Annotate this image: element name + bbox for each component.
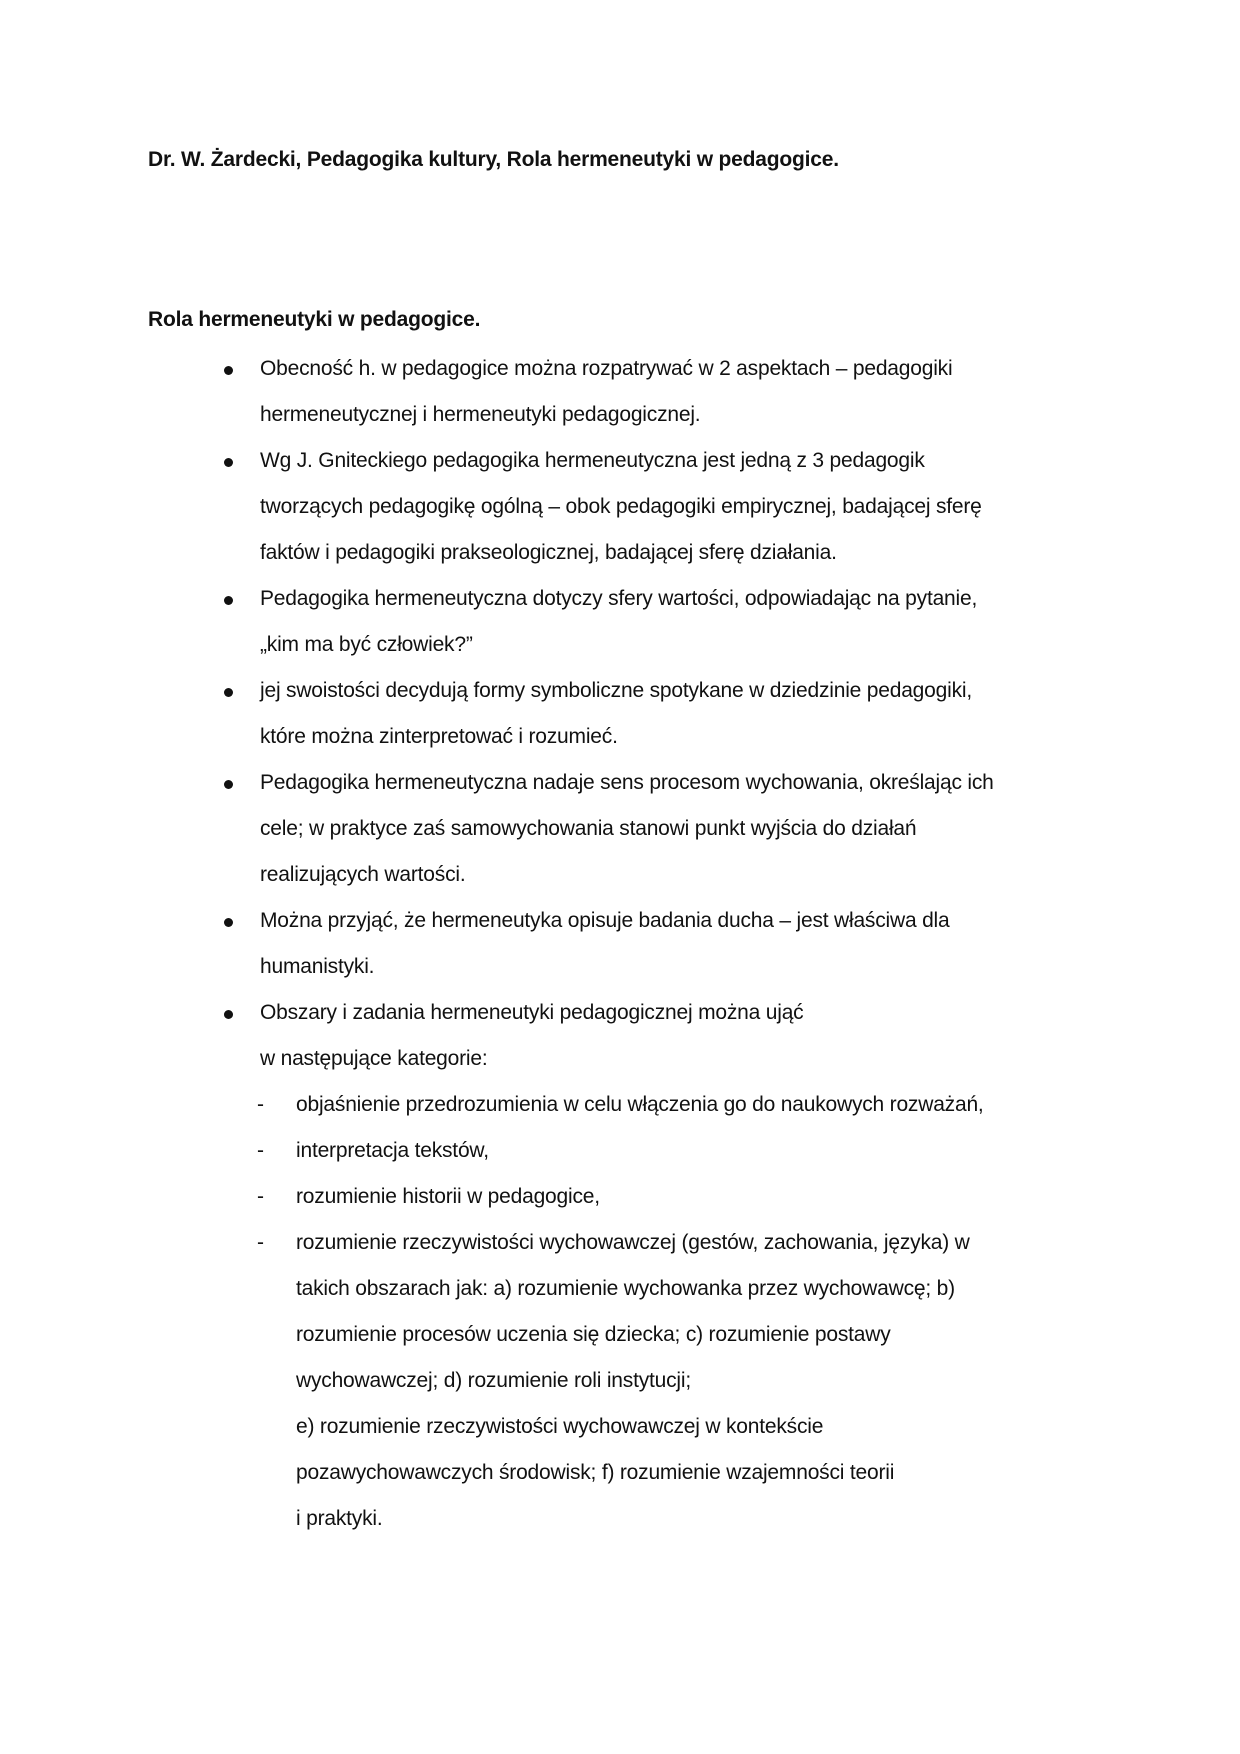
text-line: rozumienie procesów uczenia się dziecka; c) rozumienie postawy: [296, 1323, 891, 1346]
bullet-text: [260, 760, 1080, 898]
bullet-point-icon: [224, 688, 233, 697]
dash-marker: -: [257, 1185, 264, 1208]
bullet-point-icon: [224, 366, 233, 375]
text-line: cele; w praktyce zaś samowychowania stanowi punkt wyjścia do działań: [260, 817, 917, 840]
bullet-text: [260, 576, 1080, 668]
sub-item-2: [257, 1128, 1080, 1174]
bullet-point-icon: [224, 918, 233, 927]
text-line: pozawychowawczych środowisk; f) rozumienie wzajemności teorii: [296, 1461, 895, 1484]
text-line: jej swoistości decydują formy symboliczne spotykane w dziedzinie pedagogiki,: [260, 679, 972, 702]
text-line: Obecność h. w pedagogice można rozpatrywać w 2 aspektach – pedagogiki: [260, 357, 953, 380]
category-sublist: [257, 1082, 1080, 1542]
section-title: Rola hermeneutyki w pedagogice.: [148, 308, 481, 331]
bullet-text: [260, 438, 1080, 576]
text-line: które można zinterpretować i rozumieć.: [260, 725, 618, 748]
bullet-item-5: [0, 760, 1080, 898]
bullet-text: [260, 346, 1080, 438]
sub-item-4: [257, 1220, 1080, 1542]
bullet-item-4: [0, 668, 1080, 760]
text-line: „kim ma być człowiek?”: [260, 633, 473, 656]
text-line: i praktyki.: [296, 1507, 383, 1530]
text-line: faktów i pedagogiki prakseologicznej, badającej sferę działania.: [260, 541, 837, 564]
text-line: rozumienie rzeczywistości wychowawczej (gestów, zachowania, języka) w: [296, 1231, 970, 1254]
bullet-text: [260, 668, 1080, 760]
text-line: wychowawczej; d) rozumienie roli instytucji;: [296, 1369, 691, 1392]
bullet-text: [260, 990, 1080, 1082]
text-line: realizujących wartości.: [260, 863, 466, 886]
bullet-item-6: [0, 898, 1080, 990]
bullet-point-icon: [224, 780, 233, 789]
text-line: rozumienie historii w pedagogice,: [296, 1185, 600, 1208]
text-line: w następujące kategorie:: [260, 1047, 488, 1070]
text-line: humanistyki.: [260, 955, 375, 978]
text-line: Można przyjąć, że hermeneutyka opisuje badania ducha – jest właściwa dla: [260, 909, 950, 932]
dash-marker: -: [257, 1231, 264, 1254]
bullet-item-2: [0, 438, 1080, 576]
bullet-point-icon: [224, 1010, 233, 1019]
bullet-point-icon: [224, 458, 233, 467]
text-line: Wg J. Gniteckiego pedagogika hermeneutyczna jest jedną z 3 pedagogik: [260, 449, 925, 472]
bullet-item-7: [0, 990, 1080, 1542]
text-line: Pedagogika hermeneutyczna dotyczy sfery wartości, odpowiadając na pytanie,: [260, 587, 978, 610]
bullet-point-icon: [224, 596, 233, 605]
text-line: hermeneutycznej i hermeneutyki pedagogicznej.: [260, 403, 701, 426]
text-line: takich obszarach jak: a) rozumienie wychowanka przez wychowawcę; b): [296, 1277, 955, 1300]
text-line: e) rozumienie rzeczywistości wychowawczej w kontekście: [296, 1415, 824, 1438]
bullet-item-1: [0, 346, 1080, 438]
text-line: Obszary i zadania hermeneutyki pedagogicznej można ująć: [260, 1001, 804, 1024]
text-line: objaśnienie przedrozumienia w celu włączenia go do naukowych rozważań,: [296, 1093, 984, 1116]
bullet-text: [260, 898, 1080, 990]
bullet-item-3: [0, 576, 1080, 668]
document-title: Dr. W. Żardecki, Pedagogika kultury, Rola hermeneutyki w pedagogice.: [148, 148, 839, 171]
bullet-list: [0, 346, 1240, 1542]
text-line: tworzących pedagogikę ogólną – obok pedagogiki empirycznej, badającej sferę: [260, 495, 982, 518]
sub-item-1: [257, 1082, 1080, 1128]
text-line: interpretacja tekstów,: [296, 1139, 489, 1162]
dash-marker: -: [257, 1093, 264, 1116]
text-line: Pedagogika hermeneutyczna nadaje sens procesom wychowania, określając ich: [260, 771, 994, 794]
sub-item-3: [257, 1174, 1080, 1220]
dash-marker: -: [257, 1139, 264, 1162]
